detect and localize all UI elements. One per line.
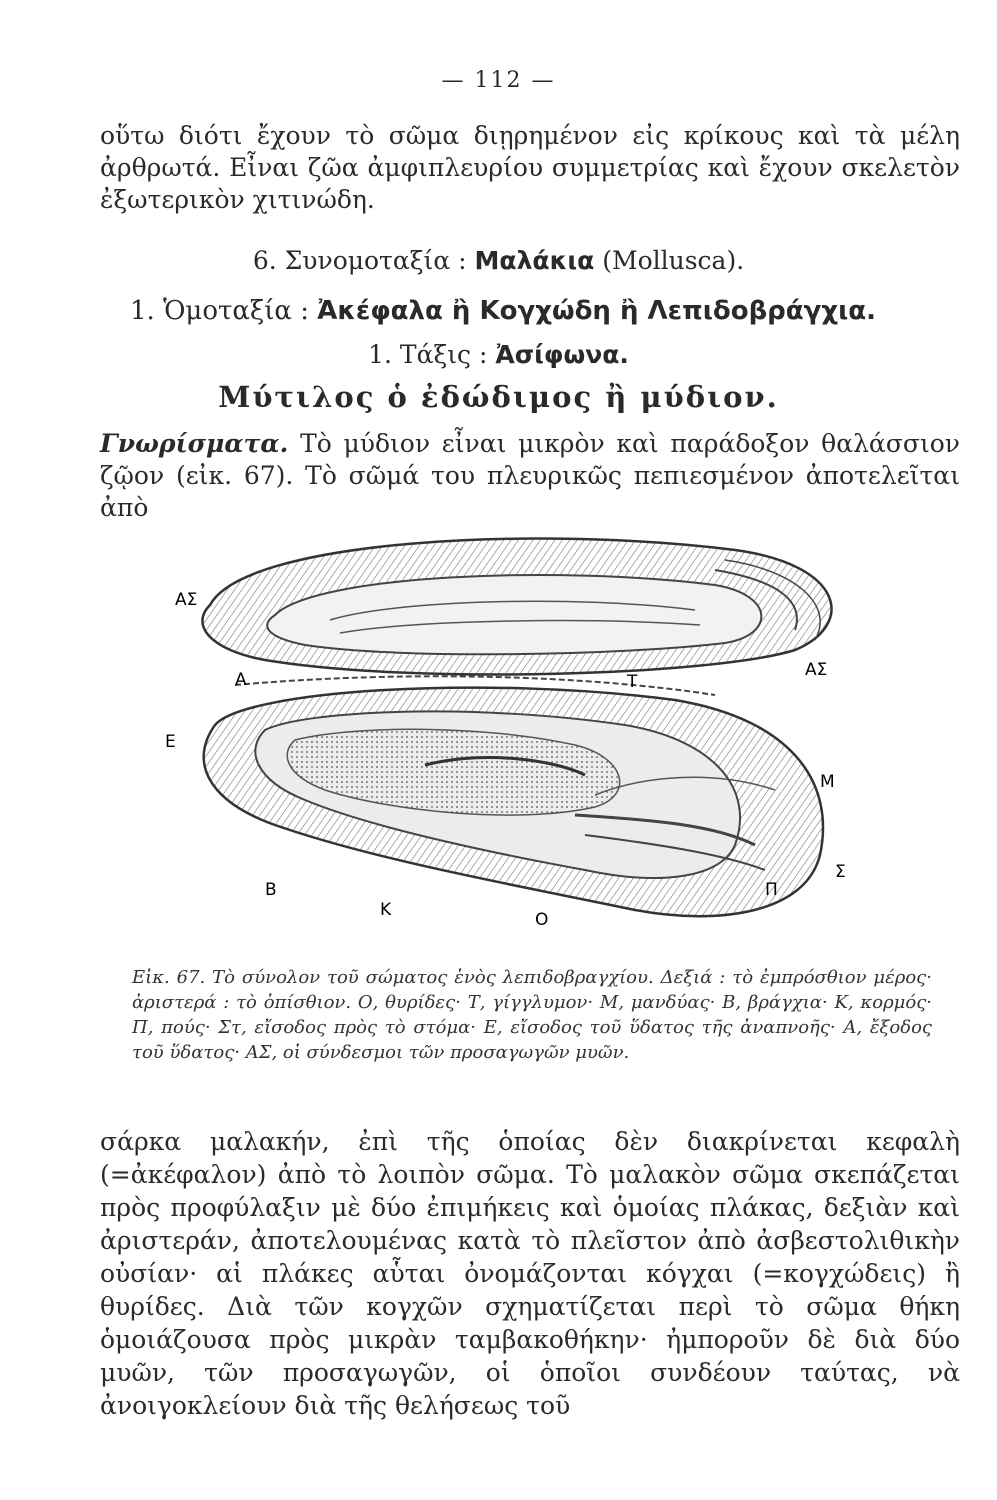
intro-lead: Γνωρίσματα. xyxy=(100,429,289,458)
phylum-name: Μαλάκια xyxy=(474,246,595,275)
intro-text: Τὸ μύδιον εἶναι μικρὸν καὶ παράδοξον θαλάσσιον ζῷον (εἰκ. 67). Τὸ σῶμά του πλευρικῶς πεπιεσμένον ἀποτελεῖται ἀπὸ xyxy=(100,429,960,522)
figure-caption: Εἰκ. 67. Τὸ σύνολον τοῦ σώματος ἑνὸς λεπιδοβραγχίου. Δεξιά : τὸ ἐμπρόσθιον μέρος· ἀριστερά : τὸ ὀπίσθιον. Ο, θυρίδες· Τ, γίγγλυμον· Μ, μανδύας· Β, βράγχια· Κ, κορμός· Π, πούς· Στ, εἴσοδος πρὸς τὸ στόμα· Ε, εἴσοδος τοῦ ὕδατος τῆς ἀναπνοῆς· Α, ἔξοδος τοῦ ὕδατος· ΑΣ, οἱ σύνδεσμοι τῶν προσαγωγῶν μυῶν. xyxy=(132,967,932,1063)
figure-label-o: Ο xyxy=(535,910,549,930)
intro-paragraph xyxy=(100,428,960,524)
main-paragraph: σάρκα μαλακήν, ἐπὶ τῆς ὁποίας δὲν διακρίνεται κεφαλὴ (=ἀκέφαλον) ἀπὸ τὸ λοιπὸν σῶμα. Τὸ μαλακὸν σῶμα σκεπάζεται πρὸς προφύλαξιν μὲ δύο ἐπιμήκεις καὶ ὁμοίας πλάκας, δεξιὰν καὶ ἀριστεράν, ἀποτελουμένας κατὰ τὸ πλεῖστον ἀπὸ ἀσβεστολιθικὴν οὐσίαν· αἱ πλάκες αὗται ὀνομάζονται κόγχαι (=κογχώδεις) ἢ θυρίδες. Διὰ τῶν κογχῶν σχηματίζεται περὶ τὸ σῶμα θήκη ὁμοιάζουσα πρὸς μικρὰν ταμβακοθήκην· ἠμποροῦν δὲ διὰ δύο μυῶν, τῶν προσαγωγῶν, οἱ ὁποῖοι συνδέουν ταύτας, νὰ ἀνοιγοκλείουν διὰ τῆς θελήσεως τοῦ xyxy=(100,1127,960,1420)
class-prefix: 1. Ὁμοταξία : xyxy=(130,296,318,326)
upper-shell-valve xyxy=(202,539,831,675)
class-name: Ἀκέφαλα ἢ Κογχώδη ἢ Λεπιδοβράγχια. xyxy=(317,296,877,326)
top-paragraph: οὕτω διότι ἔχουν τὸ σῶμα διῃρημένον εἰς κρίκους καὶ τὰ μέλη ἀρθρωτά. Εἶναι ζῶα ἀμφιπλευρίου συμμετρίας καὶ ἔχουν σκελετὸν ἐξωτερικὸν χιτινώδη. xyxy=(100,121,960,214)
class-heading xyxy=(130,296,980,326)
figure-label-a: Α xyxy=(235,670,247,690)
figure-label-t: Τ xyxy=(627,672,638,692)
figure-label-e: Ε xyxy=(165,732,176,752)
lower-shell-valve xyxy=(204,676,823,916)
figure-label-p: Π xyxy=(765,880,778,900)
phylum-latin: (Mollusca). xyxy=(594,246,745,275)
phylum-heading xyxy=(0,246,997,275)
page-number: — 112 — xyxy=(441,68,556,93)
figure-label-k: Κ xyxy=(380,900,392,920)
phylum-prefix: 6. Συνομοταξία : xyxy=(252,246,475,275)
mussel-figure xyxy=(155,525,875,950)
species-heading: Μύτιλος ὁ ἐδώδιμος ἢ μύδιον. xyxy=(218,380,779,414)
figure-label-m: Μ xyxy=(820,772,835,792)
figure-label-s: Σ xyxy=(835,862,846,882)
order-prefix: 1. Τάξις : xyxy=(368,340,496,369)
order-heading xyxy=(0,340,997,369)
mussel-illustration xyxy=(155,525,875,950)
figure-label-as-right: ΑΣ xyxy=(805,660,828,680)
figure-label-b: Β xyxy=(265,880,277,900)
figure-label-as-left: ΑΣ xyxy=(175,590,198,610)
order-name: Ἀσίφωνα. xyxy=(495,340,629,369)
